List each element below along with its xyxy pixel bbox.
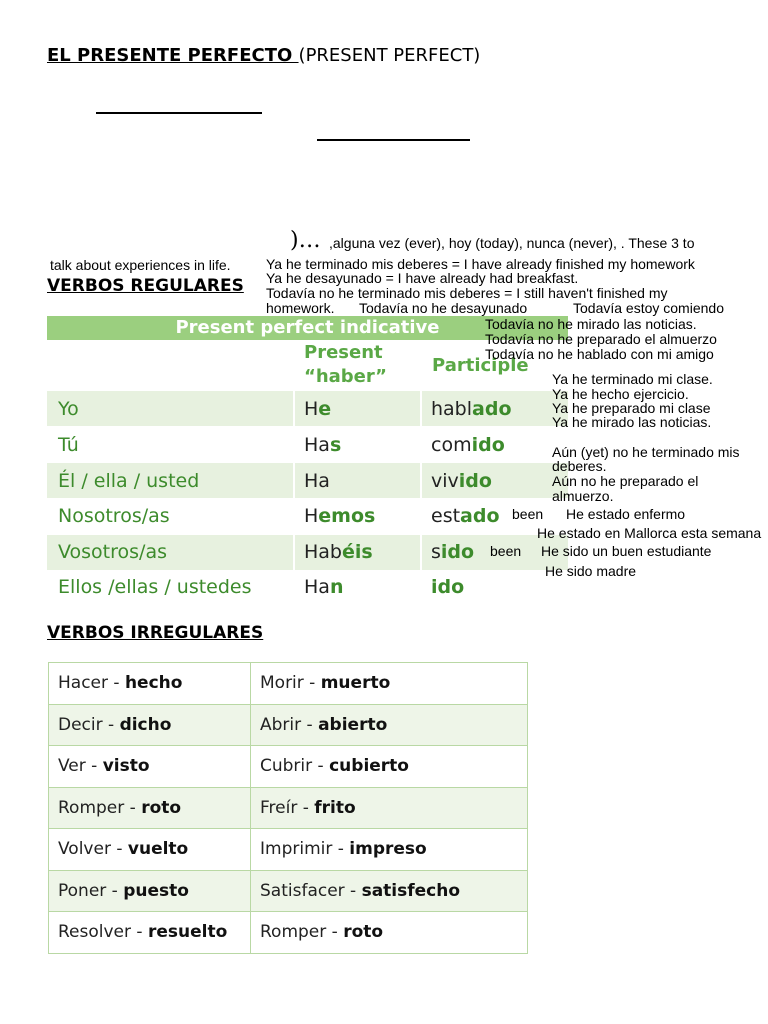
- participle: frito: [314, 797, 356, 818]
- participle: [431, 470, 492, 492]
- title-english: (PRESENT PERFECT): [298, 45, 481, 66]
- participle-stem: com: [431, 434, 472, 456]
- intro-line-2: talk about experiences in life.: [50, 257, 231, 273]
- note-line: Aún no he preparado el: [552, 473, 699, 489]
- participle: resuelto: [147, 922, 228, 943]
- section-heading-regular: VERBOS REGULARES: [47, 276, 244, 296]
- infinitive: Resolver -: [58, 922, 148, 943]
- title-spanish: EL PRESENTE PERFECTO: [47, 45, 299, 66]
- infinitive: Volver -: [58, 839, 128, 860]
- participle: roto: [141, 797, 182, 818]
- table-cell: [251, 829, 528, 871]
- irregular-verbs-table: [48, 662, 528, 954]
- haber-ending: e: [318, 398, 332, 420]
- participle: puesto: [123, 880, 189, 901]
- haber-ending: emos: [318, 505, 376, 527]
- haber-stem: H: [304, 398, 319, 420]
- table-row: [49, 704, 528, 746]
- participle: [431, 576, 464, 598]
- participle: roto: [343, 922, 384, 943]
- table-cell: [251, 870, 528, 912]
- haber-form: [304, 576, 343, 598]
- participle: satisfecho: [361, 880, 461, 901]
- note-line: Ya he hecho ejercicio.: [552, 386, 689, 402]
- table-title: Present perfect indicative: [175, 317, 440, 338]
- infinitive: Decir -: [58, 714, 120, 735]
- participle-ending: ado: [472, 398, 512, 420]
- table-cell: [251, 663, 528, 705]
- haber-ending: s: [329, 434, 342, 456]
- participle: cubierto: [329, 756, 409, 777]
- blank-line: [96, 112, 262, 114]
- note-line: been: [512, 506, 544, 522]
- column-divider: [293, 340, 295, 606]
- participle: vuelto: [127, 839, 189, 860]
- note-line: Aún (yet) no he terminado mis: [552, 444, 740, 460]
- infinitive: Cubrir -: [260, 756, 330, 777]
- column-header-participle: Participle: [432, 355, 529, 376]
- infinitive: Poner -: [58, 880, 124, 901]
- column-header-present-line1: Present: [304, 342, 383, 363]
- participle: abierto: [318, 714, 388, 735]
- note-line: homework.: [266, 300, 335, 316]
- table-row: [49, 829, 528, 871]
- haber-stem: Hab: [304, 541, 342, 563]
- infinitive: Abrir -: [260, 714, 319, 735]
- note-line: Ya he desayunado = I have already had breakfast.: [266, 270, 579, 286]
- infinitive: Hacer -: [58, 673, 125, 694]
- haber-stem: H: [304, 505, 319, 527]
- participle: [431, 505, 500, 527]
- participle: visto: [102, 756, 150, 777]
- table-cell: [251, 704, 528, 746]
- ellipsis-paren: )…: [290, 228, 321, 253]
- participle: [431, 541, 474, 563]
- intro-line-1: ,alguna vez (ever), hoy (today), nunca (never), . These 3 to: [329, 235, 695, 251]
- participle-stem: est: [431, 505, 461, 527]
- table-cell: [49, 746, 251, 788]
- infinitive: Romper -: [58, 797, 142, 818]
- note-line: Ya he mirado las noticias.: [552, 414, 712, 430]
- note-line: Todavía no he preparado el almuerzo: [485, 331, 717, 347]
- table-cell: [49, 829, 251, 871]
- note-line: Todavía no he mirado las noticias.: [485, 316, 697, 332]
- note-line: Todavía estoy comiendo: [573, 300, 724, 316]
- note-line: deberes.: [552, 458, 607, 474]
- participle: muerto: [320, 673, 391, 694]
- participle-ending: ido: [458, 470, 492, 492]
- participle: [431, 398, 512, 420]
- pronoun: Él / ella / usted: [58, 470, 200, 492]
- participle: impreso: [349, 839, 427, 860]
- note-line: Todavía no he terminado mis deberes = I still haven't finished my: [266, 285, 668, 301]
- infinitive: Morir -: [260, 673, 321, 694]
- section-heading-irregular: VERBOS IRREGULARES: [47, 623, 264, 643]
- table-cell: [49, 787, 251, 829]
- table-row: [49, 663, 528, 705]
- haber-form: [304, 434, 341, 456]
- pronoun: Ellos /ellas / ustedes: [58, 576, 252, 598]
- pronoun: Nosotros/as: [58, 505, 170, 527]
- table-row: [49, 787, 528, 829]
- note-line: almuerzo.: [552, 488, 614, 504]
- note-line: Ya he terminado mi clase.: [552, 371, 713, 387]
- note-line: Todavía no he desayunado: [359, 300, 528, 316]
- table-cell: [251, 787, 528, 829]
- infinitive: Satisfacer -: [260, 880, 362, 901]
- infinitive: Imprimir -: [260, 839, 350, 860]
- blank-line: [317, 139, 470, 141]
- participle: dicho: [119, 714, 172, 735]
- participle-ending: ado: [460, 505, 500, 527]
- haber-stem: Ha: [304, 434, 330, 456]
- table-row: [49, 746, 528, 788]
- participle-stem: habl: [431, 398, 473, 420]
- table-cell: [49, 704, 251, 746]
- table-cell: [49, 663, 251, 705]
- participle-ending: ido: [471, 434, 505, 456]
- haber-ending: n: [329, 576, 344, 598]
- infinitive: Romper -: [260, 922, 344, 943]
- column-header-present: [304, 341, 387, 389]
- column-divider: [420, 340, 422, 606]
- participle-ending: ido: [431, 576, 465, 598]
- haber-form: [304, 505, 375, 527]
- table-row: [49, 912, 528, 954]
- column-header-present-line2: “haber”: [304, 366, 387, 387]
- participle-stem: s: [431, 541, 441, 563]
- note-line: He estado enfermo: [566, 506, 686, 522]
- note-line: He sido madre: [545, 563, 637, 579]
- table-cell: [49, 870, 251, 912]
- participle: hecho: [124, 673, 183, 694]
- haber-stem: Ha: [304, 576, 330, 598]
- pronoun: Tú: [58, 434, 79, 456]
- participle: [431, 434, 505, 456]
- table-cell: [49, 912, 251, 954]
- pronoun: Vosotros/as: [58, 541, 167, 563]
- haber-form: [304, 541, 373, 563]
- haber-form: [304, 398, 331, 420]
- haber-stem: Ha: [304, 470, 330, 492]
- note-line: been: [490, 543, 522, 559]
- pronoun: Yo: [58, 398, 79, 420]
- note-line: He sido un buen estudiante: [541, 543, 712, 559]
- infinitive: Ver -: [58, 756, 103, 777]
- note-line: Ya he preparado mi clase: [552, 400, 711, 416]
- table-row: [49, 870, 528, 912]
- table-cell: [251, 912, 528, 954]
- participle-stem: viv: [431, 470, 459, 492]
- table-cell: [251, 746, 528, 788]
- haber-ending: éis: [342, 541, 373, 563]
- infinitive: Freír -: [260, 797, 315, 818]
- page-title: [47, 45, 480, 66]
- haber-form: [304, 470, 330, 492]
- note-line: Ya he terminado mis deberes = I have already finished my homework: [266, 256, 695, 272]
- participle-ending: ido: [440, 541, 475, 563]
- note-line: Todavía no he hablado con mi amigo: [485, 346, 714, 362]
- note-line: He estado en Mallorca esta semana: [537, 525, 762, 541]
